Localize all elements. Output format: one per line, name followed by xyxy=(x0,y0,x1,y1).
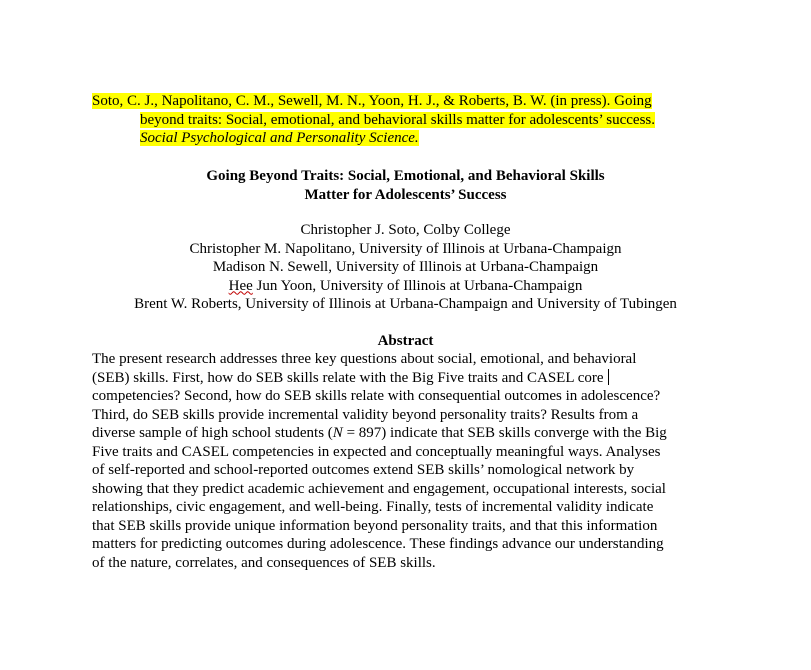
author-line xyxy=(92,221,719,240)
abstract-line: of the nature, correlates, and consequences of SEB skills. xyxy=(92,554,436,571)
abstract-line: matters for predicting outcomes during adolescence. These findings advance our understanding xyxy=(92,536,664,552)
citation-text-1: Soto, C. J., Napolitano, C. M., Sewell, M. N., Yoon, H. J., & Roberts, B. W. (in press). Going xyxy=(92,93,652,109)
author-line xyxy=(92,240,719,259)
author-text: Christopher M. Napolitano, University of Illinois at Urbana-Champaign xyxy=(189,240,622,257)
citation-journal: Social Psychological and Personality Science. xyxy=(140,130,419,146)
abstract-line-text: diverse sample of high school students ( xyxy=(92,425,333,441)
paper-title xyxy=(92,167,719,204)
abstract-line: The present research addresses three key questions about social, emotional, and behavioral xyxy=(92,351,637,367)
abstract-line: of self-reported and school-reported outcomes extend SEB skills’ nomological network by xyxy=(92,462,635,478)
abstract-line xyxy=(92,369,732,388)
author-text: Christopher J. Soto, Colby College xyxy=(300,222,511,238)
abstract-heading: Abstract xyxy=(377,333,434,349)
abstract-line: Five traits and CASEL competencies in expected and conceptually meaningful ways. Analyses xyxy=(92,443,661,460)
abstract-line: competencies? Second, how do SEB skills relate with consequential outcomes in adolescence? xyxy=(92,388,661,404)
spellcheck-flagged-word[interactable]: Hee xyxy=(228,277,253,294)
citation-line-2 xyxy=(92,111,712,130)
abstract-line: that SEB skills provide unique information beyond personality traits, and that this information xyxy=(92,517,658,534)
abstract-line xyxy=(92,424,732,443)
abstract-line: relationships, civic engagement, and well-being. Finally, tests of incremental validity indicate xyxy=(92,499,654,515)
author-text: Jun Yoon, University of Illinois at Urbana-Champaign xyxy=(252,277,583,294)
text-cursor xyxy=(608,369,609,385)
author-text: Brent W. Roberts, University of Illinois at Urbana-Champaign and University of Tubingen xyxy=(134,296,677,312)
citation-line-1 xyxy=(92,92,712,111)
abstract-line-text: = 897) indicate that SEB skills converge with the Big xyxy=(342,425,667,441)
author-list xyxy=(92,221,719,314)
citation xyxy=(92,92,712,148)
author-text: Madison N. Sewell, University of Illinois at Urbana-Champaign xyxy=(212,259,599,275)
abstract-body[interactable] xyxy=(92,350,732,572)
abstract-line: Third, do SEB skills provide incremental validity beyond personality traits? Results from a xyxy=(92,406,639,423)
abstract-line: showing that they predict academic achievement and engagement, occupational interests, social xyxy=(92,480,666,497)
author-line xyxy=(92,277,719,296)
title-line-2: Matter for Adolescents’ Success xyxy=(304,186,507,203)
sample-size-symbol: N xyxy=(332,425,343,441)
title-line-1: Going Beyond Traits: Social, Emotional, and Behavioral Skills xyxy=(206,168,605,184)
citation-text-2: beyond traits: Social, emotional, and behavioral skills matter for adolescents’ success. xyxy=(140,111,655,128)
author-line xyxy=(92,295,719,314)
abstract-line-text: (SEB) skills. First, how do SEB skills relate with the Big Five traits and CASEL core xyxy=(92,369,604,386)
citation-line-3 xyxy=(92,129,712,148)
author-line xyxy=(92,258,719,277)
